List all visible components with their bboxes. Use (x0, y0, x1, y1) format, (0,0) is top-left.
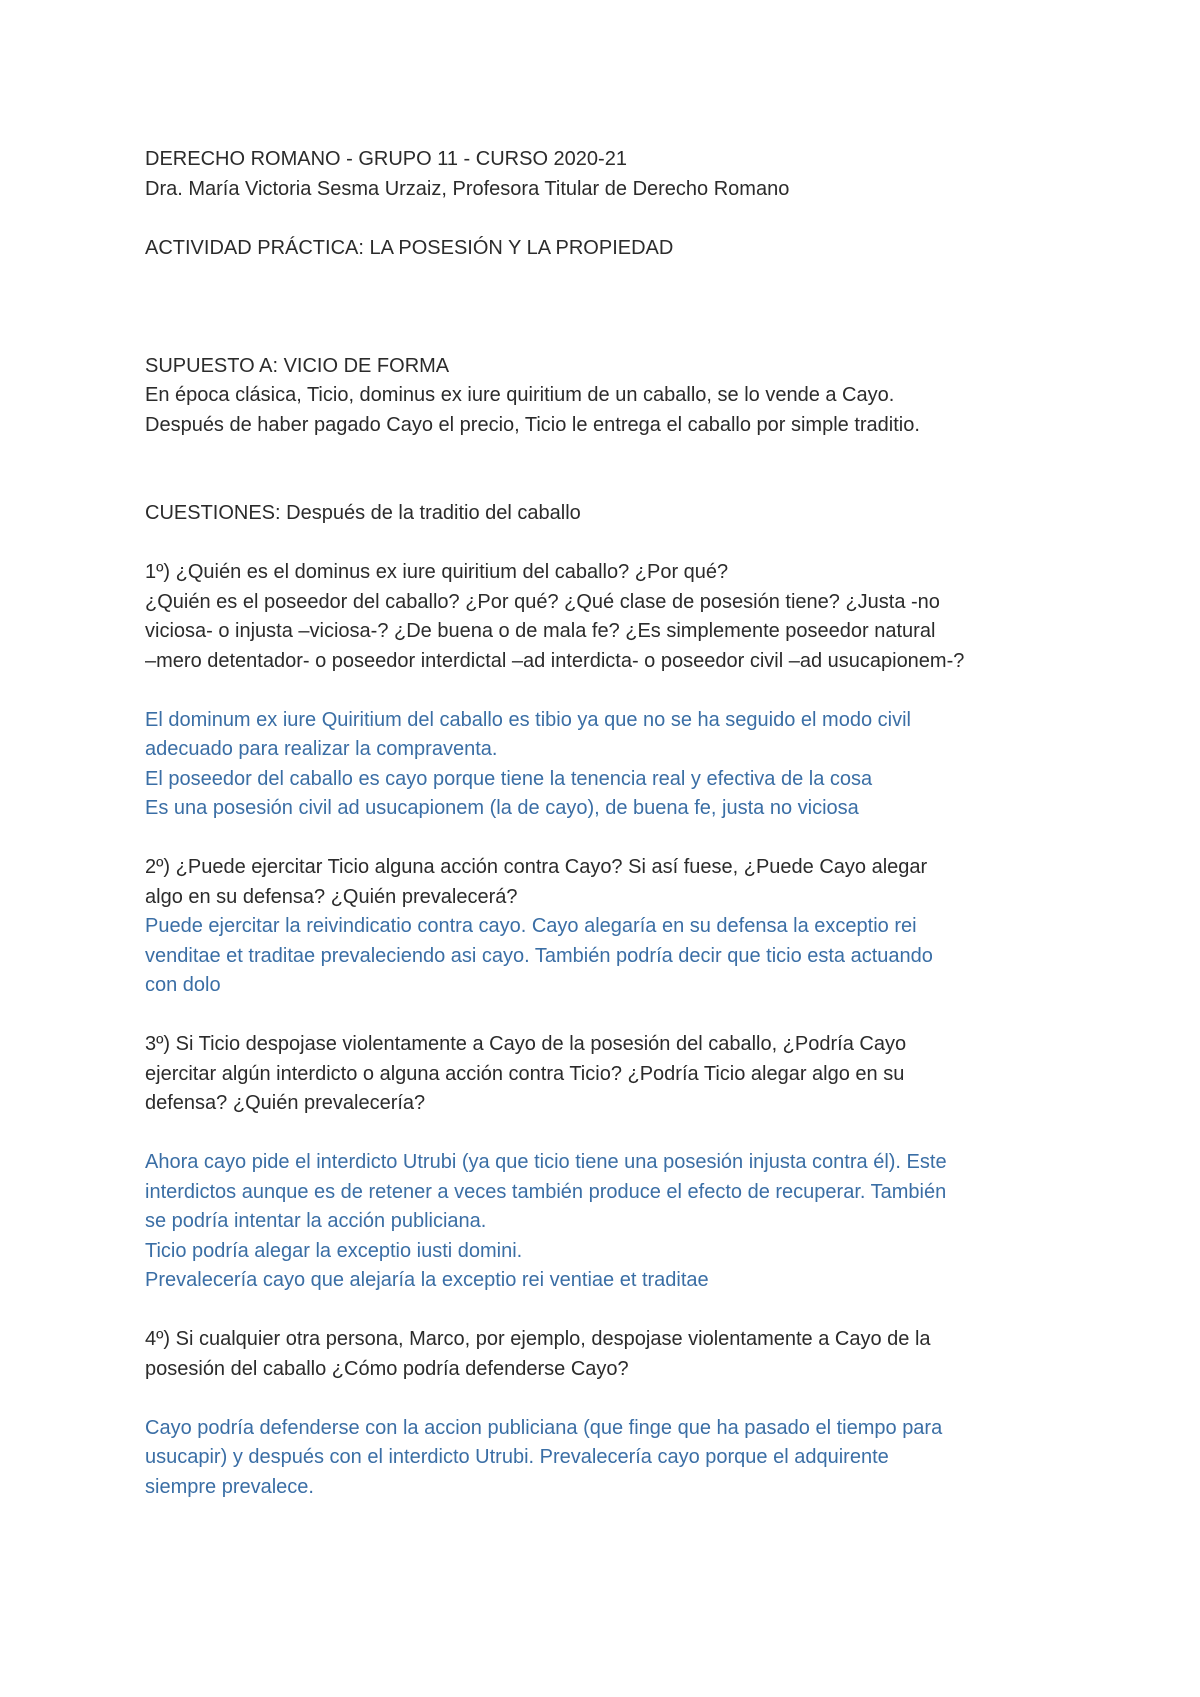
answer-line: se podría intentar la acción publiciana. (145, 1210, 487, 1232)
answer-2 (145, 912, 1085, 1001)
answer-line: El dominum ex iure Quiritium del caballo es tibio ya que no se ha seguido el modo civil (145, 708, 911, 731)
answer-3 (145, 1148, 1085, 1296)
document-page (145, 145, 1085, 1502)
spacer (145, 529, 1085, 559)
spacer (145, 1384, 1085, 1414)
answer-line: El poseedor del caballo es cayo porque tiene la tenencia real y efectiva de la cosa (145, 767, 873, 790)
question-line: posesión del caballo ¿Cómo podría defenderse Cayo? (145, 1357, 629, 1380)
answer-line: adecuado para realizar la compraventa. (145, 738, 498, 760)
questions-heading: CUESTIONES: Después de la traditio del caballo (145, 502, 581, 524)
spacer (145, 1001, 1085, 1031)
answer-line: siempre prevalece. (145, 1475, 314, 1498)
answer-line: Ticio podría alegar la exceptio iusti domini. (145, 1239, 523, 1262)
spacer (145, 440, 1085, 499)
activity-title: ACTIVIDAD PRÁCTICA: LA POSESIÓN Y LA PROPIEDAD (145, 236, 674, 259)
answer-line: venditae et traditae prevaleciendo asi cayo. También podría decir que ticio esta actuando (145, 944, 933, 967)
question-2 (145, 853, 1085, 912)
question-line: 2º) ¿Puede ejercitar Ticio alguna acción contra Cayo? Si así fuese, ¿Puede Cayo alegar (145, 856, 928, 878)
case-heading: SUPUESTO A: VICIO DE FORMA (145, 354, 450, 377)
answer-line: Ahora cayo pide el interdicto Utrubi (ya que ticio tiene una posesión injusta contra él). Este (145, 1151, 947, 1173)
answer-line: Prevalecería cayo que alejaría la exceptio rei ventiae et traditae (145, 1269, 709, 1291)
question-3 (145, 1030, 1085, 1119)
question-line: 1º) ¿Quién es el dominus ex iure quiritium del caballo? ¿Por qué? (145, 561, 729, 583)
answer-line: interdictos aunque es de retener a veces también produce el efecto de recuperar. También (145, 1180, 947, 1203)
spacer (145, 1296, 1085, 1326)
spacer (145, 263, 1085, 352)
case-text-line: Después de haber pagado Cayo el precio, Ticio le entrega el caballo por simple traditio. (145, 413, 920, 436)
question-1 (145, 558, 1085, 676)
question-line: –mero detentador- o poseedor interdictal –ad interdicta- o poseedor civil –ad usucapionem-? (145, 649, 965, 672)
question-line: ¿Quién es el poseedor del caballo? ¿Por qué? ¿Qué clase de posesión tiene? ¿Justa -no (145, 590, 940, 613)
answer-line: con dolo (145, 974, 221, 996)
spacer (145, 1119, 1085, 1149)
spacer (145, 824, 1085, 854)
spacer (145, 676, 1085, 706)
answer-line: Cayo podría defenderse con la accion publiciana (que finge que ha pasado el tiempo para (145, 1416, 943, 1439)
answer-4 (145, 1414, 1085, 1503)
answer-line: usucapir) y después con el interdicto Utrubi. Prevalecería cayo porque el adquirente (145, 1446, 889, 1468)
answer-line: Es una posesión civil ad usucapionem (la de cayo), de buena fe, justa no viciosa (145, 797, 859, 819)
answer-line: Puede ejercitar la reivindicatio contra cayo. Cayo alegaría en su defensa la exceptio rei (145, 915, 917, 937)
question-line: viciosa- o injusta –viciosa-? ¿De buena o de mala fe? ¿Es simplemente poseedor natural (145, 620, 936, 642)
case-section (145, 352, 1085, 441)
question-line: algo en su defensa? ¿Quién prevalecerá? (145, 885, 518, 908)
course-title: DERECHO ROMANO - GRUPO 11 - CURSO 2020-21 (145, 148, 627, 170)
question-line: 3º) Si Ticio despojase violentamente a Cayo de la posesión del caballo, ¿Podría Cayo (145, 1033, 907, 1055)
question-line: ejercitar algún interdicto o alguna acción contra Ticio? ¿Podría Ticio alegar algo en su (145, 1062, 905, 1085)
question-line: 4º) Si cualquier otra persona, Marco, por ejemplo, despojase violentamente a Cayo de la (145, 1328, 931, 1350)
question-line: defensa? ¿Quién prevalecería? (145, 1092, 426, 1114)
case-text-line: En época clásica, Ticio, dominus ex iure quiritium de un caballo, se lo vende a Cayo. (145, 384, 895, 406)
document-header (145, 145, 1085, 204)
spacer (145, 204, 1085, 234)
answer-1 (145, 706, 1085, 824)
author-line: Dra. María Victoria Sesma Urzaiz, Profesora Titular de Derecho Romano (145, 177, 790, 200)
question-4 (145, 1325, 1085, 1384)
